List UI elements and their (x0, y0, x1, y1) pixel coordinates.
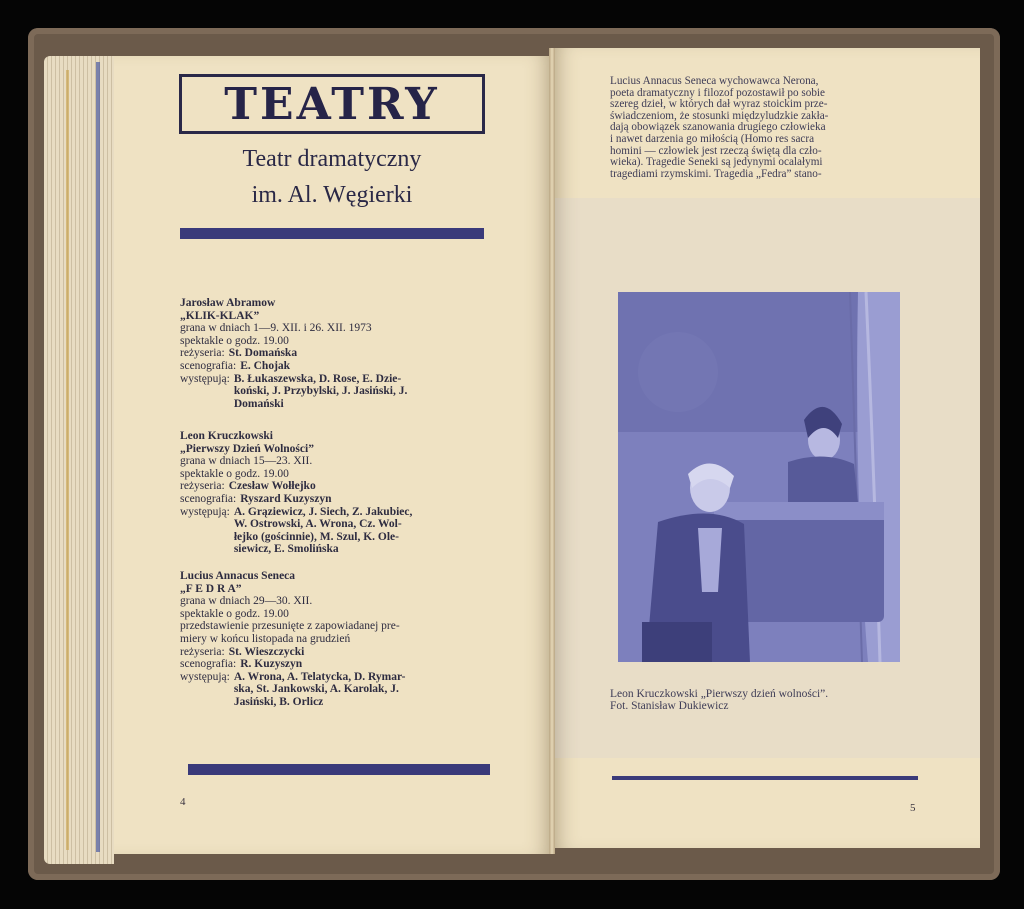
play-dates: grana w dniach 1—9. XII. i 26. XII. 1973 (180, 322, 372, 335)
play-note-line2: miery w końcu listopada na grudzień (180, 632, 351, 645)
seneca-intro: Lucius Annacus Seneca wychowawca Nerona, poeta dramatyczny i filozof pozostawił po sobie szereg dzieł, w których dał wyraz stoickim prze- świadczeniom, że stosunki międzyludzkie zakła- dają obowiązek szanowania drugiego człowieka i nawet darzenia go miłością (Homo res sacra homini — człowiek jest rzeczą świętą dla czło- wieka). Tragedie Seneki są jedynymi ocalałymi tragediami rzymskimi. Tragedia „Fedra” stano- (610, 75, 829, 180)
play-author: Jarosław Abramow (180, 297, 276, 309)
play-time: spektakle o godz. 19.00 (180, 467, 289, 480)
theatre-name-line1: Teatr dramatyczny (242, 146, 422, 172)
play-design: scenografia: R. Kuzyszyn (180, 658, 303, 671)
page-edges (44, 56, 114, 864)
left-page (114, 56, 552, 854)
page-edge-accent-secondary (66, 70, 69, 850)
play-title: „Pierwszy Dzień Wolności” (180, 442, 314, 455)
play-time: spektakle o godz. 19.00 (180, 607, 289, 620)
play-cast: występują: A. Wrona, A. Telatycka, D. Rymar- ska, St. Jankowski, A. Karolak, J. Jasiński, B. Orlicz (180, 670, 406, 708)
stage-photo-illustration (618, 292, 900, 662)
theatre-name-line2: im. Al. Węgierki (251, 182, 413, 208)
divider-right (612, 776, 918, 780)
section-header-box (179, 74, 485, 134)
play-title: „F E D R A” (180, 582, 242, 595)
play-title: „KLIK-KLAK” (180, 309, 260, 322)
page-number: 4 (180, 796, 186, 808)
play-note-line1: przedstawienie przesunięte z zapowiadanej pre- (180, 620, 400, 633)
book-spine-fold (549, 48, 555, 854)
play-cast: występują: B. Łukaszewska, D. Rose, E. Dzie- koński, J. Przybylski, J. Jasiński, J. Domański (180, 372, 408, 410)
play-time: spektakle o godz. 19.00 (180, 334, 289, 347)
section-header: TEATRY (224, 78, 440, 130)
play-entry (180, 297, 500, 410)
divider-bottom (188, 764, 490, 775)
play-director: reżyseria: Czesław Wołłejko (180, 480, 316, 493)
page-edge-accent (96, 62, 100, 852)
play-entry (180, 430, 500, 556)
divider-top (180, 228, 484, 239)
play-dates: grana w dniach 29—30. XII. (180, 595, 313, 608)
play-dates: grana w dniach 15—23. XII. (180, 455, 313, 468)
play-cast: występują: A. Grąziewicz, J. Siech, Z. Jakubiec, W. Ostrowski, A. Wrona, Cz. Wol- łejko (gościnnie), M. Szul, K. Ole- siewicz, E. Smolińska (180, 505, 413, 556)
photo-caption: Leon Kruczkowski „Pierwszy dzień wolności”. Fot. Stanisław Dukiewicz (610, 688, 829, 713)
play-design: scenografia: Ryszard Kuzyszyn (180, 492, 332, 505)
play-author: Leon Kruczkowski (180, 430, 273, 442)
play-entry (180, 570, 500, 709)
stage-photo (618, 292, 900, 662)
page-number: 5 (910, 802, 916, 814)
play-author: Lucius Annacus Seneca (180, 570, 296, 582)
play-director: reżyseria: St. Wieszczycki (180, 645, 305, 658)
right-page (552, 48, 980, 848)
play-design: scenografia: E. Chojak (180, 359, 291, 372)
play-director: reżyseria: St. Domańska (180, 347, 298, 360)
